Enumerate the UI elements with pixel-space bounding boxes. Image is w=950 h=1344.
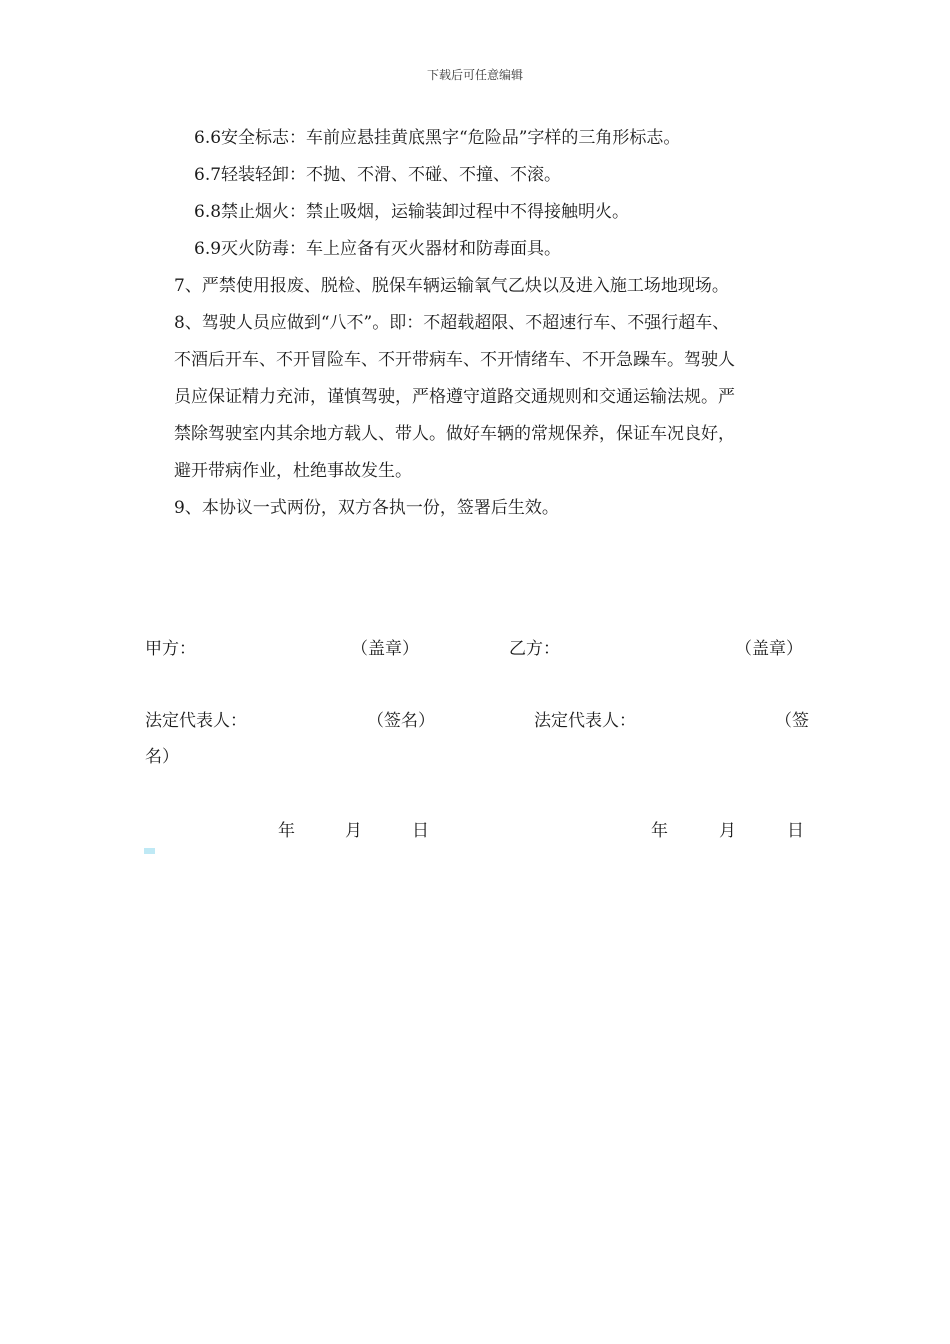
party-b-label: 乙方： [509,639,560,659]
rep-b-label: 法定代表人： [534,711,636,731]
highlight-marker [144,848,155,854]
rep-a-label: 法定代表人： [145,711,247,731]
clause-6-6: 6.6安全标志：车前应悬挂黄底黑字“危险品”字样的三角形标志。 [194,128,681,148]
page-header: 下载后可任意编辑 [426,68,523,82]
rep-b-sign-part-1: （签 [775,711,809,731]
clause-6-8: 6.8禁止烟火：禁止吸烟，运输装卸过程中不得接触明火。 [194,202,630,222]
clause-8-line-2: 不酒后开车、不开冒险车、不开带病车、不开情绪车、不开急躁车。驾驶人 [174,350,735,370]
rep-b-sign-part-2: 名） [145,747,179,767]
clause-8-line-5: 避开带病作业，杜绝事故发生。 [174,461,412,481]
date-a-year: 年 [278,821,295,841]
date-b-month: 月 [719,821,736,841]
clause-9: 9、本协议一式两份，双方各执一份，签署后生效。 [174,498,559,518]
document-body [174,120,824,527]
party-a-seal: （盖章） [351,639,419,659]
date-b-year: 年 [651,821,668,841]
clause-8-line-1: 8、驾驶人员应做到“八不”。即：不超载超限、不超速行车、不强行超车、 [174,313,730,333]
clause-6-7: 6.7轻装轻卸：不抛、不滑、不碰、不撞、不滚。 [194,165,562,185]
date-a-day: 日 [412,821,429,841]
clause-8-line-3: 员应保证精力充沛，谨慎驾驶，严格遵守道路交通规则和交通运输法规。严 [174,387,735,407]
rep-a-sign: （签名） [367,711,435,731]
clause-7: 7、严禁使用报废、脱检、脱保车辆运输氧气乙炔以及进入施工场地现场。 [174,276,729,296]
clause-6-9: 6.9灭火防毒：车上应备有灭火器材和防毒面具。 [194,239,562,259]
date-b-day: 日 [787,821,804,841]
date-a-month: 月 [345,821,362,841]
party-b-seal: （盖章） [735,639,803,659]
party-a-label: 甲方： [145,639,196,659]
clause-8-line-4: 禁除驾驶室内其余地方载人、带人。做好车辆的常规保养，保证车况良好， [174,424,735,444]
